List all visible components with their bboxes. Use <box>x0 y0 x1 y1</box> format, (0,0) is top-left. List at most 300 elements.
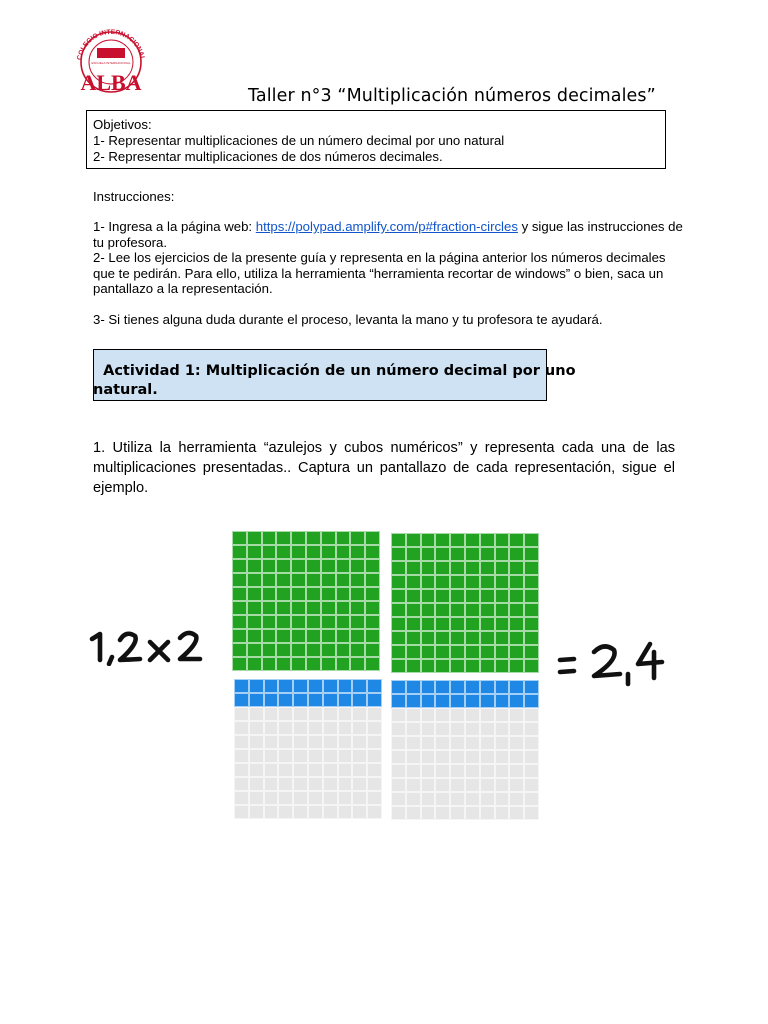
tile-cell <box>336 615 351 629</box>
tile-cell <box>350 657 365 671</box>
tile-cell <box>421 708 436 722</box>
tile-cell <box>249 749 264 763</box>
tile-cell <box>480 645 495 659</box>
tile-cell <box>350 573 365 587</box>
tile-cell <box>276 629 291 643</box>
tile-cell <box>234 693 249 707</box>
tile-cell <box>524 792 539 806</box>
tile-cell <box>480 631 495 645</box>
tile-cell <box>262 573 277 587</box>
tile-cell <box>406 680 421 694</box>
tile-cell <box>338 805 353 819</box>
tile-cell <box>480 722 495 736</box>
tile-cell <box>367 721 382 735</box>
tile-cell <box>232 573 247 587</box>
tile-cell <box>524 708 539 722</box>
tile-cell <box>291 559 306 573</box>
tile-cell <box>480 806 495 820</box>
tile-cell <box>421 778 436 792</box>
tile-cell <box>465 778 480 792</box>
tile-cell <box>391 722 406 736</box>
tile-cell <box>480 617 495 631</box>
tile-cell <box>391 533 406 547</box>
instruction-step-2: 2- Lee los ejercicios de la presente guía y representa en la página anterior los números decimales que te pedirán. Para ello, utiliza la herramienta “herramienta recortar de windows” o bien, saca un pantallazo a la representación. <box>93 250 666 296</box>
tile-cell <box>264 777 279 791</box>
tile-cell <box>336 643 351 657</box>
tile-cell <box>336 545 351 559</box>
tile-cell <box>336 573 351 587</box>
logo-inner-text: ESCUELA INTERNACIONAL <box>91 61 131 65</box>
tile-cell <box>524 722 539 736</box>
tile-cell <box>435 547 450 561</box>
tile-cell <box>247 657 262 671</box>
tile-cell <box>480 575 495 589</box>
tile-cell <box>352 679 367 693</box>
tile-cell <box>495 806 510 820</box>
tile-cell <box>338 763 353 777</box>
tile-cell <box>406 659 421 673</box>
tile-cell <box>495 750 510 764</box>
tile-cell <box>480 659 495 673</box>
tile-cell <box>480 533 495 547</box>
tile-cell <box>323 707 338 721</box>
tile-cell <box>249 763 264 777</box>
tile-cell <box>509 547 524 561</box>
tile-cell <box>367 791 382 805</box>
tile-cell <box>391 659 406 673</box>
tile-cell <box>365 643 380 657</box>
tile-cell <box>509 631 524 645</box>
tile-cell <box>495 694 510 708</box>
tile-cell <box>435 617 450 631</box>
tile-cell <box>247 629 262 643</box>
tile-cell <box>247 545 262 559</box>
tile-cell <box>524 533 539 547</box>
tile-cell <box>350 643 365 657</box>
tile-cell <box>509 645 524 659</box>
tile-cell <box>421 792 436 806</box>
tile-cell <box>308 791 323 805</box>
tile-cell <box>336 601 351 615</box>
instruction-step-1 <box>93 219 683 250</box>
tile-cell <box>495 561 510 575</box>
tile-cell <box>232 601 247 615</box>
tile-cell <box>391 631 406 645</box>
tile-cell <box>336 559 351 573</box>
tile-cell <box>350 601 365 615</box>
tile-cell <box>524 750 539 764</box>
page-title: Taller n°3 “Multiplicación números decimales” <box>248 86 656 106</box>
tile-cell <box>323 777 338 791</box>
tile-cell <box>450 792 465 806</box>
tile-cell <box>524 659 539 673</box>
tile-cell <box>450 778 465 792</box>
tile-cell <box>293 693 308 707</box>
tile-cell <box>306 545 321 559</box>
tile-cell <box>321 629 336 643</box>
instructions-heading: Instrucciones: <box>93 189 175 204</box>
tile-cell <box>306 601 321 615</box>
tile-cell <box>338 749 353 763</box>
tile-cell <box>524 631 539 645</box>
tile-cell <box>276 545 291 559</box>
tile-cell <box>234 763 249 777</box>
tile-cell <box>321 615 336 629</box>
tile-cell <box>276 657 291 671</box>
tile-cell <box>495 617 510 631</box>
tile-cell <box>465 575 480 589</box>
tile-cell <box>234 679 249 693</box>
tile-cell <box>293 721 308 735</box>
tile-cell <box>524 764 539 778</box>
polypad-link[interactable]: https://polypad.amplify.com/p#fraction-circles <box>255 219 518 234</box>
tile-cell <box>391 680 406 694</box>
tile-cell <box>406 617 421 631</box>
tile-cell <box>278 805 293 819</box>
tile-cell <box>391 764 406 778</box>
tile-cell <box>406 603 421 617</box>
tile-cell <box>306 559 321 573</box>
tile-cell <box>435 659 450 673</box>
tile-cell <box>278 777 293 791</box>
tile-cell <box>406 631 421 645</box>
tile-cell <box>321 573 336 587</box>
tile-cell <box>421 603 436 617</box>
tile-cell <box>249 679 264 693</box>
tile-cell <box>406 750 421 764</box>
tile-cell <box>524 603 539 617</box>
tile-cell <box>308 693 323 707</box>
tile-cell <box>495 547 510 561</box>
tile-cell <box>262 601 277 615</box>
tile-cell <box>278 679 293 693</box>
tile-cell <box>352 721 367 735</box>
tile-cell <box>350 531 365 545</box>
tile-cell <box>306 615 321 629</box>
tile-cell <box>435 561 450 575</box>
tile-cell <box>480 736 495 750</box>
tile-cell <box>524 547 539 561</box>
tile-cell <box>495 680 510 694</box>
tile-cell <box>450 750 465 764</box>
tile-cell <box>465 561 480 575</box>
objectives-heading: Objetivos: <box>93 117 152 132</box>
tile-cell <box>465 659 480 673</box>
tile-cell <box>365 601 380 615</box>
tile-cell <box>450 659 465 673</box>
tile-cell <box>249 805 264 819</box>
tile-cell <box>365 629 380 643</box>
tile-cell <box>465 708 480 722</box>
tile-cell <box>336 587 351 601</box>
tile-cell <box>421 680 436 694</box>
tile-cell <box>249 735 264 749</box>
tile-cell <box>308 707 323 721</box>
tile-cell <box>365 559 380 573</box>
tile-cell <box>338 693 353 707</box>
tile-cell <box>450 708 465 722</box>
tile-cell <box>421 617 436 631</box>
first-full-whole <box>232 531 380 671</box>
tile-cell <box>495 659 510 673</box>
tile-cell <box>406 792 421 806</box>
tile-cell <box>278 707 293 721</box>
tile-cell <box>450 806 465 820</box>
tile-cell <box>352 735 367 749</box>
tile-cell <box>450 680 465 694</box>
instruction-step-1-prefix: 1- Ingresa a la página web: <box>93 219 256 234</box>
tile-cell <box>421 764 436 778</box>
tile-cell <box>509 792 524 806</box>
tile-cell <box>421 547 436 561</box>
tile-cell <box>509 561 524 575</box>
tile-cell <box>509 603 524 617</box>
objectives-box <box>86 110 666 169</box>
tile-cell <box>509 750 524 764</box>
tile-cell <box>524 778 539 792</box>
tile-cell <box>323 763 338 777</box>
tile-cell <box>450 589 465 603</box>
tile-cell <box>465 680 480 694</box>
tile-cell <box>421 722 436 736</box>
tile-cell <box>391 561 406 575</box>
tile-cell <box>276 643 291 657</box>
tile-cell <box>321 601 336 615</box>
tile-cell <box>367 777 382 791</box>
tile-cell <box>509 778 524 792</box>
tile-cell <box>291 545 306 559</box>
tile-cell <box>450 764 465 778</box>
tile-cell <box>323 749 338 763</box>
tile-cell <box>391 617 406 631</box>
objective-item: 2- Representar multiplicaciones de dos números decimales. <box>93 149 443 164</box>
tile-cell <box>306 587 321 601</box>
tile-cell <box>391 750 406 764</box>
tile-cell <box>336 657 351 671</box>
tile-cell <box>365 531 380 545</box>
tile-cell <box>249 721 264 735</box>
tile-cell <box>465 736 480 750</box>
tile-cell <box>234 777 249 791</box>
tile-cell <box>234 735 249 749</box>
tile-cell <box>350 545 365 559</box>
tile-cell <box>247 601 262 615</box>
instruction-step-1-suffix: y sigue las instrucciones de tu profesora. <box>93 219 683 250</box>
tile-cell <box>338 707 353 721</box>
tile-cell <box>247 615 262 629</box>
tile-cell <box>421 645 436 659</box>
tile-cell <box>338 679 353 693</box>
tile-cell <box>264 679 279 693</box>
tile-cell <box>262 615 277 629</box>
tile-cell <box>435 694 450 708</box>
tile-cell <box>234 791 249 805</box>
tile-cell <box>480 547 495 561</box>
tile-cell <box>264 721 279 735</box>
tile-cell <box>336 531 351 545</box>
tile-cell <box>509 575 524 589</box>
tile-cell <box>249 791 264 805</box>
tile-cell <box>435 778 450 792</box>
tile-cell <box>465 806 480 820</box>
tile-cell <box>509 722 524 736</box>
tile-cell <box>264 805 279 819</box>
tile-cell <box>480 750 495 764</box>
tile-cell <box>495 575 510 589</box>
tile-cell <box>465 792 480 806</box>
tile-cell <box>495 533 510 547</box>
tile-cell <box>421 694 436 708</box>
tile-cell <box>465 533 480 547</box>
tile-cell <box>435 722 450 736</box>
tile-cell <box>391 792 406 806</box>
tile-cell <box>450 631 465 645</box>
tile-cell <box>321 657 336 671</box>
tile-cell <box>435 792 450 806</box>
tile-cell <box>480 708 495 722</box>
second-tenth-part <box>391 680 539 820</box>
tile-cell <box>367 763 382 777</box>
tile-cell <box>406 778 421 792</box>
tile-cell <box>465 589 480 603</box>
tile-cell <box>276 531 291 545</box>
tile-cell <box>293 763 308 777</box>
tile-cell <box>391 575 406 589</box>
tile-cell <box>338 735 353 749</box>
handwritten-result <box>556 638 668 688</box>
tile-cell <box>450 736 465 750</box>
tile-cell <box>480 792 495 806</box>
tile-cell <box>308 749 323 763</box>
tile-cell <box>450 694 465 708</box>
tile-cell <box>435 589 450 603</box>
tile-cell <box>308 763 323 777</box>
tile-cell <box>391 547 406 561</box>
tile-cell <box>276 587 291 601</box>
question-1: 1. Utiliza la herramienta “azulejos y cubos numéricos” y representa cada una de las multiplicaciones presentadas.. Captura un pantallazo de cada representación, sigue el ejemplo. <box>93 440 675 496</box>
tile-cell <box>306 573 321 587</box>
tile-cell <box>365 615 380 629</box>
tile-cell <box>391 778 406 792</box>
tile-cell <box>406 547 421 561</box>
tile-cell <box>293 679 308 693</box>
tile-cell <box>350 629 365 643</box>
tile-cell <box>249 777 264 791</box>
tile-cell <box>367 735 382 749</box>
tile-cell <box>264 707 279 721</box>
tile-cell <box>234 805 249 819</box>
tile-cell <box>323 721 338 735</box>
tile-cell <box>435 806 450 820</box>
tile-cell <box>509 533 524 547</box>
tile-cell <box>262 559 277 573</box>
tile-cell <box>435 750 450 764</box>
tile-cell <box>406 589 421 603</box>
tile-cell <box>406 722 421 736</box>
tile-cell <box>306 531 321 545</box>
tile-cell <box>450 645 465 659</box>
tile-cell <box>352 777 367 791</box>
tile-cell <box>278 693 293 707</box>
tile-cell <box>338 721 353 735</box>
tile-cell <box>421 561 436 575</box>
tile-cell <box>293 749 308 763</box>
tile-cell <box>352 805 367 819</box>
tile-cell <box>406 533 421 547</box>
tile-cell <box>465 764 480 778</box>
tile-cell <box>249 693 264 707</box>
tile-cell <box>264 763 279 777</box>
tile-cell <box>338 777 353 791</box>
tile-cell <box>308 721 323 735</box>
tile-cell <box>293 735 308 749</box>
instruction-step-3: 3- Si tienes alguna duda durante el proceso, levanta la mano y tu profesora te ayudará. <box>93 312 603 327</box>
tile-cell <box>524 589 539 603</box>
tile-cell <box>278 749 293 763</box>
tile-cell <box>495 778 510 792</box>
tile-cell <box>421 806 436 820</box>
tile-cell <box>365 573 380 587</box>
tile-cell <box>291 573 306 587</box>
tile-cell <box>450 722 465 736</box>
tile-cell <box>391 736 406 750</box>
tile-cell <box>276 573 291 587</box>
tile-cell <box>465 631 480 645</box>
tile-cell <box>291 657 306 671</box>
tile-cell <box>509 617 524 631</box>
tile-cell <box>495 736 510 750</box>
tile-cell <box>435 645 450 659</box>
tile-cell <box>480 589 495 603</box>
tile-cell <box>291 587 306 601</box>
tile-cell <box>350 559 365 573</box>
tile-cell <box>480 680 495 694</box>
tile-cell <box>308 735 323 749</box>
first-tenth-part <box>234 679 382 819</box>
tile-cell <box>321 643 336 657</box>
tile-cell <box>495 631 510 645</box>
logo-arc-text: COLEGIO INTERNACIONAL <box>76 28 146 61</box>
tile-cell <box>352 707 367 721</box>
tile-cell <box>391 694 406 708</box>
tile-cell <box>367 707 382 721</box>
tile-cell <box>350 587 365 601</box>
tile-cell <box>278 763 293 777</box>
tile-cell <box>247 587 262 601</box>
tile-cell <box>232 531 247 545</box>
tile-cell <box>421 533 436 547</box>
tile-cell <box>465 750 480 764</box>
tile-cell <box>276 601 291 615</box>
tile-cell <box>509 589 524 603</box>
tile-cell <box>406 575 421 589</box>
tile-cell <box>495 722 510 736</box>
tile-cell <box>509 806 524 820</box>
tile-cell <box>450 617 465 631</box>
tile-cell <box>323 791 338 805</box>
tile-cell <box>291 531 306 545</box>
tile-cell <box>306 657 321 671</box>
tile-cell <box>465 694 480 708</box>
tile-cell <box>421 736 436 750</box>
tile-cell <box>406 764 421 778</box>
tile-cell <box>406 694 421 708</box>
tile-cell <box>350 615 365 629</box>
tile-cell <box>435 736 450 750</box>
tile-cell <box>321 531 336 545</box>
tile-cell <box>232 559 247 573</box>
tile-cell <box>495 792 510 806</box>
